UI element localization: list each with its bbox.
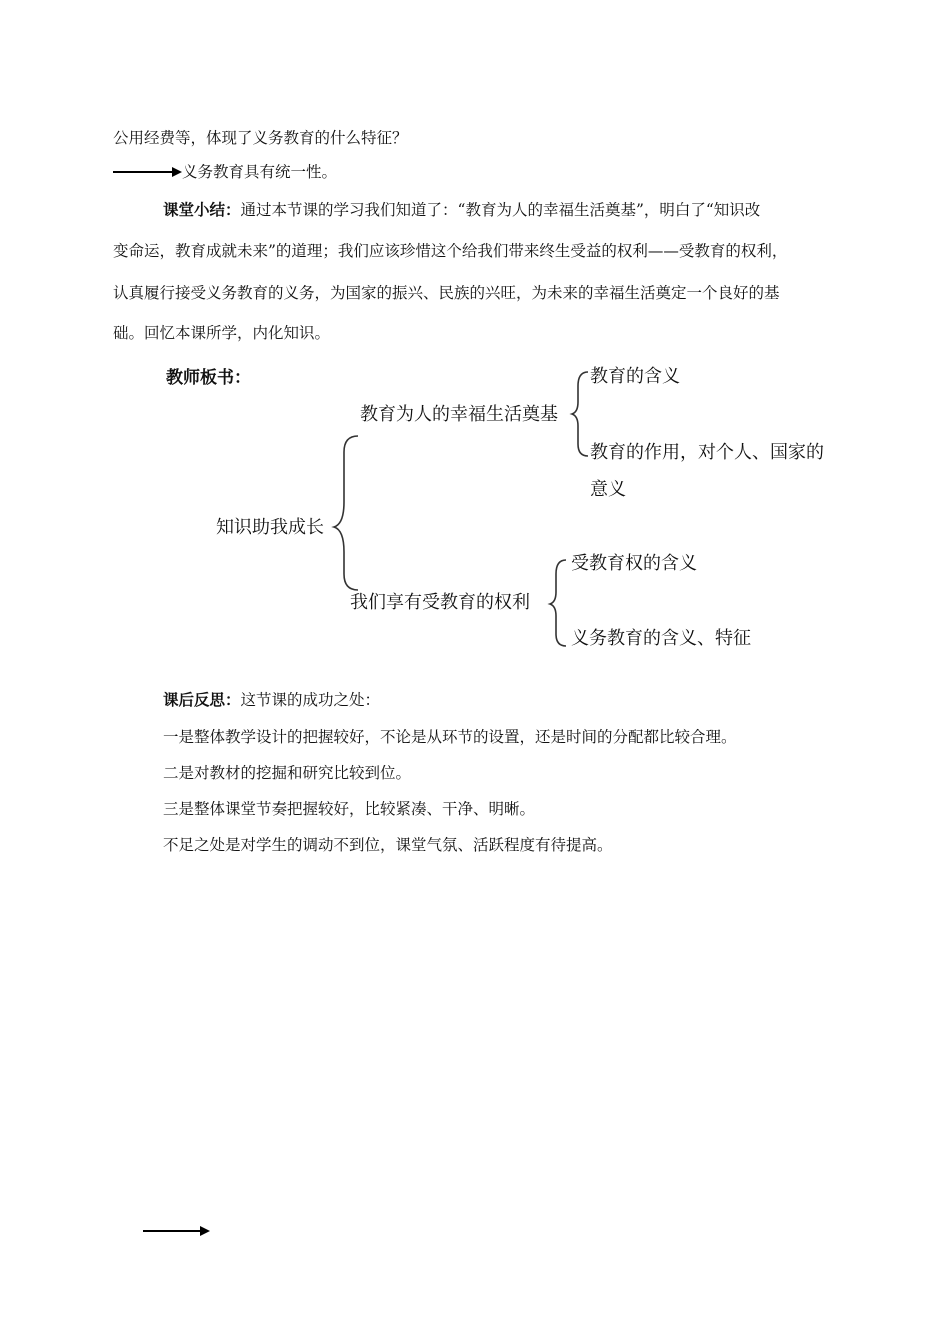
branch1-label: 教育为人的幸福生活奠基 — [360, 404, 558, 425]
answer-text: 义务教育具有统一性。 — [182, 163, 338, 181]
branch1-leaf2-line2: 意义 — [590, 479, 626, 500]
bottom-arrow-head-icon — [200, 1226, 210, 1236]
branch2-leaf1: 受教育权的含义 — [571, 553, 697, 574]
summary-text-1: 通过本节课的学习我们知道了：“教育为人的幸福生活奠基”，明白了“知识改 — [240, 201, 761, 219]
main-brace — [334, 436, 358, 590]
reflection-item: 三是整体课堂节奏把握较好，比较紧凑、干净、明晰。 — [163, 800, 536, 818]
reflection-heading — [163, 690, 380, 710]
branch2-label: 我们享有受教育的权利 — [350, 592, 530, 613]
summary-line-2: 变命运，教育成就未来”的道理；我们应该珍惜这个给我们带来终生受益的权利——受教育的权利， — [113, 242, 788, 260]
branch1-leaf1: 教育的含义 — [590, 366, 680, 387]
lower-brace — [550, 560, 566, 646]
summary-line-3: 认真履行接受义务教育的义务，为国家的振兴、民族的兴旺，为未来的幸福生活奠定一个良好的基 — [113, 284, 780, 302]
summary-label: 课堂小结： — [163, 200, 241, 219]
question-tail: 公用经费等，体现了义务教育的什么特征？ — [113, 129, 408, 147]
reflection-item: 一是整体教学设计的把握较好，不论是从环节的设置，还是时间的分配都比较合理。 — [163, 728, 737, 746]
reflection-item: 二是对教材的挖掘和研究比较到位。 — [163, 764, 412, 782]
branch1-leaf2-line1: 教育的作用，对个人、国家的 — [590, 442, 824, 463]
upper-brace — [572, 372, 588, 456]
reflection-label: 课后反思： — [163, 690, 241, 709]
board-title: 教师板书： — [166, 368, 251, 388]
board-root: 知识助我成长 — [216, 517, 324, 538]
reflection-intro: 这节课的成功之处： — [240, 691, 381, 709]
branch2-leaf2: 义务教育的含义、特征 — [571, 628, 751, 649]
reflection-item: 不足之处是对学生的调动不到位，课堂气氛、活跃程度有待提高。 — [163, 836, 613, 854]
bottom-arrow-line — [143, 1230, 203, 1232]
summary-line-4: 础。回忆本课所学，内化知识。 — [113, 324, 331, 342]
